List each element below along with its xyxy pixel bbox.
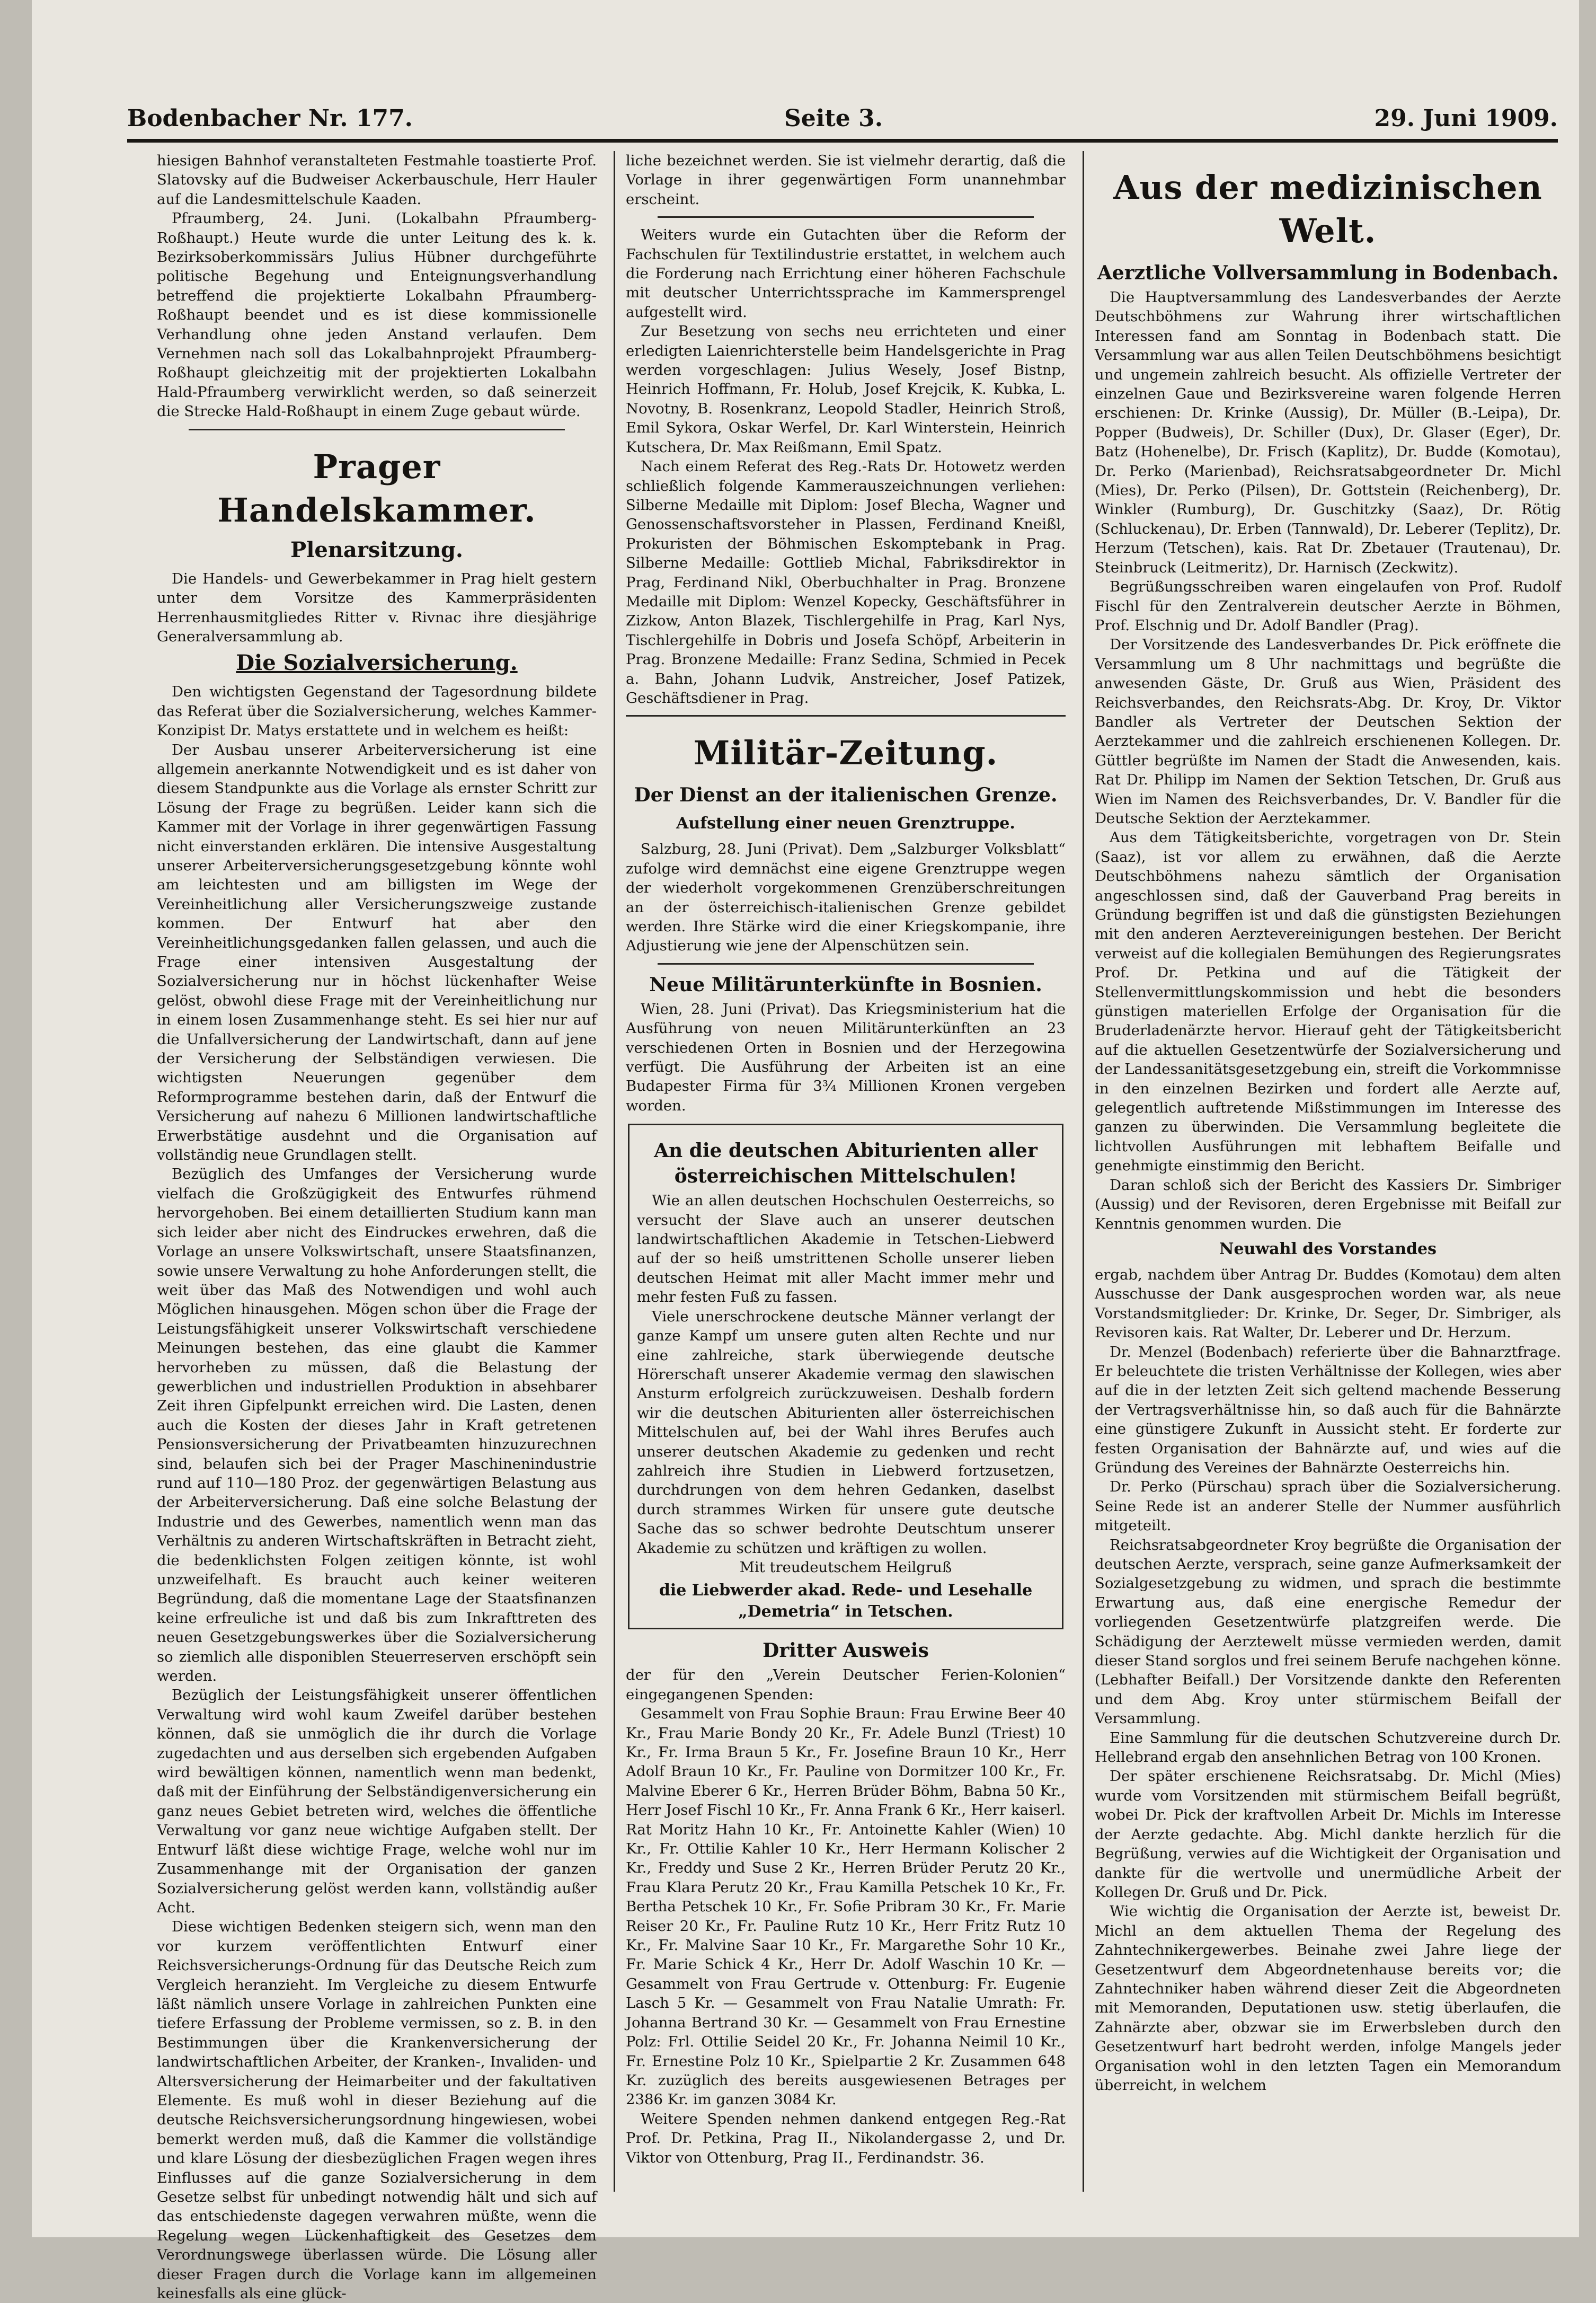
header-date: 29. Juni 1909. xyxy=(1374,105,1558,132)
article-paragraph: Der später erschienene Reichsratsabg. Dr. Michl (Mies) wurde vom Vorsitzenden mit stürmischem Beifall begrüßt, wobei Dr. Pick der kraftvollen Arbeit Dr. Michls im Interesse der Aerzte gedachte. Abg. Michl dankte herzlich für die Begrüßung, verwies auf die Wichtigkeit der Organisation und dankte für die wertvolle und unermüdliche Arbeit der Kollegen Dr. Gruß und Dr. Pick. xyxy=(1095,1768,1561,1901)
column-1 xyxy=(157,151,597,2302)
article-headline: Neue Militärunterkünfte in Bosnien. xyxy=(649,973,1042,996)
section-subtitle: Plenarsitzung. xyxy=(290,537,463,562)
article-headline: Dritter Ausweis xyxy=(762,1639,929,1662)
appeal-paragraph: Viele unerschrockene deutsche Männer verlangt der ganze Kampf um unsere guten alten Rechte und nur eine zahlreiche, stark überwiegende deutsche Hörerschaft unserer Akademie vermag den slawischen Ansturm erfolgreich zurückzuweisen. Deshalb fordern wir die deutschen Abiturienten aller österreichischen Mittelschulen auf, bei der Wahl ihres Berufes auch unserer deutschen Akademie zu gedenken und recht zahlreich ihre Studien in Liebwerd fortzusetzen, durchdrungen von dem hehren Gedanken, daselbst durch strammes Wirken für unsere gute deutsche Sache das so schwer bedrohte Deutschtum unserer Akademie zu schützen und kräftigen zu wollen. xyxy=(637,1308,1054,1557)
article-subheadline: Aufstellung einer neuen Grenztruppe. xyxy=(676,814,1015,833)
article-paragraph: Bezüglich des Umfanges der Versicherung wurde vielfach die Großzügigkeit des Entwurfes rühmend hervorgehoben. Bei einem detaillierten Studium kann man sich leider aber nicht des Eindruckes erwehren, daß die Vorlage an unsere Volkswirtschaft, unsere Staatsfinanzen, sowie unsere Verwaltung zu hohe Anforderungen stellt, die weit über das Maß des Notwendigen und wohl auch Möglichen hinausgehen. Mögen schon über die Frage der Leistungsfähigkeit unserer Volkswirtschaft verschiedene Meinungen bestehen, das eine glaubt die Kammer hervorheben zu müssen, daß die Belastung der gewerblichen und industriellen Produktion in absehbarer Zeit ihren Gipfelpunkt erreichen wird. Die Lasten, denen auch die Kosten der dieses Jahr in Kraft getretenen Pensionsversicherung der Privatbeamten hinzuzurechnen sind, belaufen sich bei der Prager Maschinenindustrie rund auf 110—180 Proz. der gegenwärtigen Belastung aus der Arbeiterversicherung. Daß eine solche Belastung der Industrie und des Gewerbes, namentlich wenn man das Verhältnis zu anderen Wirtschaftskräften in Betracht zieht, die bedenklichsten Folgen zeitigen könnte, ist wohl unzweifelhaft. Es braucht auch keiner weiteren Begründung, daß die momentane Lage der Staatsfinanzen keine erfreuliche ist und daß bis zum Inkrafttreten des neuen Gesetzgebungswerkes über die Sozialversicherung so ziemlich alle disponiblen Steuerreserven erschöpft sein werden. xyxy=(157,1166,597,1685)
article-paragraph: ergab, nachdem über Antrag Dr. Buddes (Komotau) dem alten Ausschusse der Dank ausgesprochen worden war, als neue Vorstandsmitglieder: Dr. Krinke, Dr. Seger, Dr. Simbriger, als Revisoren kais. Rat Walter, Dr. Leberer und Dr. Herzum. xyxy=(1095,1266,1561,1342)
article-paragraph: Zur Besetzung von sechs neu errichteten und einer erledigten Laienrichterstelle beim Handelsgerichte in Prag werden vorgeschlagen: Julius Wesely, Josef Bistnp, Heinrich Hoffmann, Fr. Holub, Josef Krejcik, K. Kubka, L. Novotny, B. Rosenkranz, Leopold Stadler, Heinrich Stroß, Emil Sykora, Oskar Werfel, Dr. Karl Winterstein, Heinrich Kutschera, Dr. Max Reißmann, Emil Spatz. xyxy=(626,323,1066,456)
article-paragraph: Weitere Spenden nehmen dankend entgegen Reg.-Rat Prof. Dr. Petkina, Prag II., Nikolandergasse 2, und Dr. Viktor von Ottenburg, Prag II., Ferdinandstr. 36. xyxy=(626,2110,1066,2166)
column-divider xyxy=(614,151,615,2192)
article-paragraph: Bezüglich der Leistungsfähigkeit unserer öffentlichen Verwaltung wird wohl kaum Zweifel darüber bestehen können, daß sie unmöglich die ihr durch die Vorlage zugedachten und aus derselben sich ergebenden Aufgaben wird bewältigen können, namentlich wenn man bedenkt, daß mit der Einführung der Selbständigenversicherung ein ganz neues Gebiet betreten wird, welches die öffentliche Verwaltung vor ganz neue wichtige Aufgaben stellt. Der Entwurf läßt diese wichtige Frage, welche wohl nur im Zusammenhange mit der Organisation der ganzen Sozialversicherung gelöst werden kann, vollständig außer Acht. xyxy=(157,1687,597,1916)
appeal-greeting: Mit treudeutschem Heilgruß xyxy=(739,1558,952,1576)
column-divider xyxy=(1083,151,1084,2192)
section-rule xyxy=(626,715,1066,717)
article-paragraph: Nach einem Referat des Reg.-Rats Dr. Hotowetz werden schließlich folgende Kammerauszeichnungen verliehen: Silberne Medaille mit Diplom: Josef Blecha, Wagner und Genossenschaftsvorsteher in Plassen, Ferdinand Kneißl, Prokuristen der Böhmischen Eskomptebank in Prag. Silberne Medaille: Gottlieb Michal, Fabriksdirektor in Prag, Ferdinand Nikl, Oberbuchhalter in Prag. Bronzene Medaille mit Diplom: Wenzel Kopecky, Geschäftsführer in Zizkow, Anton Blazek, Tischlergehilfe in Prag, Karl Nys, Tischlergehilfe in Dobris und Josefa Schöpf, Arbeiterin in Prag. Bronzene Medaille: Franz Sedina, Schmied in Pecek a. Bahn, Johann Ludvik, Anstreicher, Josef Patizek, Geschäftsdiener in Prag. xyxy=(626,458,1066,707)
article-paragraph: Dr. Menzel (Bodenbach) referierte über die Bahnarztfrage. Er beleuchtete die tristen Verhältnisse der Kollegen, wies aber auf die in der letzten Zeit sich geltend machende Besserung der Vertragsverhältnisse hin, so daß auch für die Bahnärzte eine günstigere Zukunft in Aussicht steht. Er forderte zur festen Organisation der Bahnärzte auf, und wies auf die Gründung des Vereines der Bahnärzte Oesterreichs hin. xyxy=(1095,1343,1561,1476)
article-paragraph: Begrüßungsschreiben waren eingelaufen von Prof. Rudolf Fischl für den Zentralverein deutscher Aerzte in Böhmen, Prof. Elschnig und Dr. Adolf Bandler (Prag). xyxy=(1095,578,1561,634)
article-paragraph: Wien, 28. Juni (Privat). Das Kriegsministerium hat die Ausführung von neuen Militärunterkünften an 23 verschiedenen Orten in Bosnien und der Herzegowina verfügt. Die Ausführung der Arbeiten ist an eine Budapester Firma für 3¾ Millionen Kronen vergeben worden. xyxy=(626,1000,1066,1114)
article-paragraph: der für den „Verein Deutscher Ferien-Kolonien“ eingegangenen Spenden: xyxy=(626,1666,1066,1703)
article-paragraph: Daran schloß sich der Bericht des Kassiers Dr. Simbriger (Aussig) und der Revisoren, deren Ergebnisse mit Beifall zur Kenntnis genommen wurden. Die xyxy=(1095,1176,1561,1232)
section-title: Militär-Zeitung. xyxy=(693,734,998,773)
section-rule xyxy=(658,216,1034,218)
column-2 xyxy=(626,151,1066,2192)
section-subtitle: Die Sozialversicherung. xyxy=(236,650,518,676)
section-title: Aus der medizinischen Welt. xyxy=(1113,168,1542,250)
header-page-number: Seite 3. xyxy=(784,105,883,132)
header-rule xyxy=(127,139,1558,143)
article-subheadline: Neuwahl des Vorstandes xyxy=(1219,1239,1437,1258)
section-title: Prager Handelskammer. xyxy=(217,447,536,530)
appeal-headline: An die deutschen Abiturienten aller österreichischen Mittelschulen! xyxy=(654,1140,1038,1188)
article-paragraph: Der Ausbau unserer Arbeiterversicherung ist eine allgemein anerkannte Notwendigkeit und es ist daher von diesem Standpunkte aus die Vorlage als ernster Schritt zur Lösung der Frage zu begrüßen. Leider kann sich die Kammer mit der Vorlage in ihrer gegenwärtigen Fassung nicht einverstanden erklären. Die intensive Ausgestaltung unserer Arbeiterversicherungsgesetzgebung könnte wohl am leichtesten und am billigsten im Wege der Vereinheitlichung aller Versicherungszweige zustande kommen. Der Entwurf hat aber den Vereinheitlichungsgedanken fallen gelassen, und auch die Frage einer intensiven Ausgestaltung der Sozialversicherung nur in höchst lückenhafter Weise gelöst, obwohl diese Frage mit der Vereinheitlichung nur in einem losen Zusammenhange steht. Es sei hier nur auf die Unfallversicherung der Landwirtschaft, dann auf jene der Versicherung der Selbständigen verwiesen. Die wichtigsten Neuerungen gegenüber dem Reformprogramme bestehen darin, daß der Entwurf die Versicherung auf nahezu 6 Millionen landwirtschaftliche Erwerbstätige ausdehnt und die Organisation auf vollständig neue Grundlagen stellt. xyxy=(157,741,597,1164)
article-paragraph: Pfraumberg, 24. Juni. (Lokalbahn Pfraumberg-Roßhaupt.) Heute wurde die unter Leitung des k. k. Bezirksoberkommissärs Julius Hübner durchgeführte politische Begehung und Enteignungsverhandlung betreffend die projektierte Lokalbahn Pfraumberg-Roßhaupt beendet und es ist diese kommissionelle Verhandlung ohne jeden Anstand verlaufen. Dem Vernehmen nach soll das Lokalbahnprojekt Pfraumberg-Roßhaupt gleichzeitig mit der projektierten Lokalbahn Hald-Pfraumberg verwirklicht werden, so daß seinerzeit die Strecke Hald-Roßhaupt in einem Zuge gebaut würde. xyxy=(157,210,597,420)
article-paragraph: Salzburg, 28. Juni (Privat). Dem „Salzburger Volksblatt“ zufolge wird demnächst eine eigene Grenztruppe wegen der wiederholt vorgekommenen Grenzüberschreitungen an der österreichisch-italienischen Grenze gebildet werden. Ihre Stärke wird die einer Kriegskompanie, ihre Adjustierung wie jene der Alpenschützen sein. xyxy=(626,841,1066,955)
article-paragraph: Dr. Perko (Pürschau) sprach über die Sozialversicherung. Seine Rede ist an anderer Stelle der Nummer ausführlich mitgeteilt. xyxy=(1095,1478,1561,1534)
appeal-signature: die Liebwerder akad. Rede- und Lesehalle „Demetria“ in Tetschen. xyxy=(659,1581,1033,1621)
appeal-box xyxy=(628,1124,1063,1629)
column-3 xyxy=(1095,151,1561,2192)
article-paragraph: Weiters wurde ein Gutachten über die Reform der Fachschulen für Textilindustrie erstattet, in welchem auch die Forderung nach Errichtung einer höheren Fachschule mit deutscher Unterrichtssprache im Kammersprengel aufgestellt wird. xyxy=(626,226,1066,321)
article-paragraph: Der Vorsitzende des Landesverbandes Dr. Pick eröffnete die Versammlung um 8 Uhr nachmittags und begrüßte die anwesenden Gäste, Dr. Gruß aus Wien, Präsident des Reichsverbandes, den Reichsrats-Abg. Dr. Kroy, Dr. Viktor Bandler als Vertreter der Deutschen Sektion der Aerztekammer und die zahlreich erschienenen Kollegen. Dr. Güttler begrüßte im Namen der Stadt die Anwesenden, kais. Rat Dr. Philipp im Namen der Sektion Tetschen, Dr. Gruß aus Wien im Namen des Reichsverbandes, Dr. V. Bandler für die Deutsche Sektion der Aerztekammer. xyxy=(1095,636,1561,827)
article-paragraph: Die Hauptversammlung des Landesverbandes der Aerzte Deutschböhmens zur Wahrung ihrer wirtschaftlichen Interessen fand am Sonntag in Bodenbach statt. Die Versammlung war aus allen Teilen Deutschböhmens besichtigt und ungemein zahlreich besucht. Als offizielle Vertreter der einzelnen Gaue und Bezirksvereine waren folgende Herren erschienen: Dr. Krinke (Aussig), Dr. Müller (B.-Leipa), Dr. Popper (Budweis), Dr. Schiller (Dux), Dr. Glaser (Eger), Dr. Batz (Hohenelbe), Dr. Frisch (Kaplitz), Dr. Budde (Komotau), Dr. Perko (Marienbad), Reichsratsabgeordneter Dr. Michl (Mies), Dr. Perko (Pilsen), Dr. Gottstein (Reichenberg), Dr. Winkler (Rumburg), Dr. Guschitzky (Saaz), Dr. Rötig (Schluckenau), Dr. Erben (Tannwald), Dr. Leberer (Teplitz), Dr. Herzum (Tetschen), kais. Rat Dr. Zbetauer (Trautenau), Dr. Steinbruck (Leitmeritz), Dr. Harnisch (Zeckwitz). xyxy=(1095,289,1561,576)
appeal-paragraph: Wie an allen deutschen Hochschulen Oesterreichs, so versucht der Slave auch an unserer deutschen landwirtschaftlichen Akademie in Tetschen-Liebwerd auf der so heiß umstrittenen Scholle unserer lieben deutschen Heimat mit aller Macht immer mehr und mehr festen Fuß zu fassen. xyxy=(637,1192,1054,1306)
section-rule xyxy=(189,429,565,430)
article-headline: Der Dienst an der italienischen Grenze. xyxy=(634,784,1058,807)
article-headline: Aerztliche Vollversammlung in Bodenbach. xyxy=(1097,262,1559,284)
article-paragraph: Aus dem Tätigkeitsberichte, vorgetragen von Dr. Stein (Saaz), ist vor allem zu erwähnen, daß die Aerzte Deutschböhmens nahezu sämtlich der Organisation angeschlossen sind, daß der Gauverband Prag bereits in Gründung begriffen ist und daß die günstigsten Beziehungen mit den anderen Aerztevereinigungen bestehen. Der Bericht verweist auf die kollegialen Bemühungen des Regierungsrates Prof. Dr. Petkina und auf die Tätigkeit der Stellenvermittlungskommission und hebt die besonders günstigen materiellen Erfolge der Organisation für die Bruderladenärzte hervor. Hierauf geht der Tätigkeitsbericht auf die aktuellen Gesetzentwürfe der Sozialversicherung und der Landessanitätsgesetzgebung ein, streift die Vorkommnisse in den einzelnen Bezirken und fordert alle Aerzte auf, gelegentlich auftretende Mißstimmungen im Interesse des ganzen zu überwinden. Die Versammlung begleitete die lichtvollen Ausführungen mit lebhaftem Beifalle und genehmigte einstimmig den Bericht. xyxy=(1095,829,1561,1175)
article-paragraph: Reichsratsabgeordneter Kroy begrüßte die Organisation der deutschen Aerzte, versprach, seine ganze Aufmerksamkeit der Sozialgesetzgebung zu widmen, und sprach die bestimmte Erwartung aus, daß eine energische Remedur der vorliegenden Gesetzentwürfe platzgreifen werde. Die Schädigung der Aerztewelt müsse vermieden werden, damit dieser Stand sorglos und frei seinem Berufe nachgehen könne. (Lebhafter Beifall.) Der Vorsitzende dankte den Referenten und dem Abg. Kroy unter stürmischem Beifall der Versammlung. xyxy=(1095,1536,1561,1727)
header-issue: Bodenbacher Nr. 177. xyxy=(127,105,413,132)
section-rule xyxy=(658,963,1034,965)
article-paragraph: Diese wichtigen Bedenken steigern sich, wenn man den vor kurzem veröffentlichten Entwurf einer Reichsversicherungs-Ordnung für das Deutsche Reich zum Vergleich heranzieht. Im Vergleiche zu diesem Entwurfe läßt nämlich unsere Vorlage in zahlreichen Punkten eine tiefere Erfassung der Probleme vermissen, so z. B. in den Bestimmungen über die Krankenversicherung der landwirtschaftlichen Arbeiter, der Kranken-, Invaliden- und Altersversicherung der Heimarbeiter und der fakultativen Elemente. Es muß wohl in dieser Beziehung auf die deutsche Reichsversicherungsordnung hingewiesen, wobei bemerkt werden muß, daß die Kammer die vollständige und klare Lösung der diesbezüglichen Fragen wegen ihres Einflusses auf die ganze Sozialversicherung in dem Gesetze selbst für unbedingt notwendig hält und sich auf das entschiedenste dagegen verwahren müßte, wenn die Regelung wegen Lückenhaftigkeit des Gesetzes dem Verordnungswege überlassen würde. Die Lösung aller dieser Fragen durch die Vorlage kann im allgemeinen keinesfalls als eine glück- xyxy=(157,1918,597,2302)
newspaper-page xyxy=(32,0,1579,2302)
page-header xyxy=(127,101,1558,138)
article-continuation: liche bezeichnet werden. Sie ist vielmehr derartig, daß die Vorlage in ihrer gegenwärtigen Form unannehmbar erscheint. xyxy=(626,152,1066,208)
article-paragraph: Wie wichtig die Organisation der Aerzte ist, beweist Dr. Michl an dem aktuellen Thema der Regelung des Zahntechnikergewerbes. Beinahe zwei Jahre liege der Gesetzentwurf dem Abgeordnetenhause bereits vor; die Zahntechniker haben während dieser Zeit die Abgeordneten mit Memoranden, Deputationen usw. stetig überlaufen, die Zahnärzte aber, obzwar sie im Erwerbsleben durch den Gesetzentwurf hart bedroht werden, infolge Mangels jeder Organisation wohl in den letzten Tagen ein Memorandum überreicht, in welchem xyxy=(1095,1903,1561,2094)
article-paragraph: Den wichtigsten Gegenstand der Tagesordnung bildete das Referat über die Sozialversicherung, welches Kammer-Konzipist Dr. Matys erstattete und in welchem es heißt: xyxy=(157,683,597,739)
donation-list: Gesammelt von Frau Sophie Braun: Frau Erwine Beer 40 Kr., Frau Marie Bondy 20 Kr., Fr. Adele Bunzl (Triest) 10 Kr., Fr. Irma Braun 5 Kr., Fr. Josefine Braun 10 Kr., Herr Adolf Braun 10 Kr., Fr. Pauline von Dormitzer 100 Kr., Fr. Malvine Eberer 6 Kr., Herren Brüder Böhm, Babna 50 Kr., Herr Josef Fischl 10 Kr., Fr. Anna Frank 6 Kr., Herr kaiserl. Rat Moritz Hahn 10 Kr., Fr. Antoinette Kahler (Wien) 10 Kr., Fr. Ottilie Kahler 10 Kr., Herr Hermann Kolischer 2 Kr., Freddy und Suse 2 Kr., Herren Brüder Perutz 20 Kr., Frau Klara Perutz 20 Kr., Frau Kamilla Petschek 10 Kr., Fr. Bertha Petschek 10 Kr., Fr. Sofie Pribram 30 Kr., Fr. Marie Reiser 20 Kr., Fr. Pauline Rutz 10 Kr., Herr Fritz Rutz 10 Kr., Fr. Malvine Saar 10 Kr., Fr. Margarethe Sohr 10 Kr., Fr. Marie Schick 4 Kr., Herr Dr. Adolf Waschin 10 Kr. — Gesammelt von Frau Gertrude v. Ottenburg: Fr. Eugenie Lasch 5 Kr. — Gesammelt von Frau Natalie Umrath: Fr. Johanna Bertrand 30 Kr. — Gesammelt von Frau Ernestine Polz: Frl. Ottilie Seidel 20 Kr., Fr. Johanna Neimil 10 Kr., Fr. Ernestine Polz 10 Kr., Spielpartie 2 Kr. Zusammen 648 Kr. zuzüglich des bereits ausgewiesenen Betrages per 2386 Kr. im ganzen 3084 Kr. xyxy=(626,1705,1066,2108)
article-paragraph: Die Handels- und Gewerbekammer in Prag hielt gestern unter dem Vorsitze des Kammerpräsidenten Herrenhausmitgliedes Ritter v. Rivnac ihre diesjährige Generalversammlung ab. xyxy=(157,570,597,645)
article-continuation: hiesigen Bahnhof veranstalteten Festmahle toastierte Prof. Slatovsky auf die Budweiser Ackerbauschule, Herr Hauler auf die Landesmittelschule Kaaden. xyxy=(157,152,597,208)
article-paragraph: Eine Sammlung für die deutschen Schutzvereine durch Dr. Hellebrand ergab den ansehnlichen Betrag von 100 Kronen. xyxy=(1095,1729,1561,1766)
